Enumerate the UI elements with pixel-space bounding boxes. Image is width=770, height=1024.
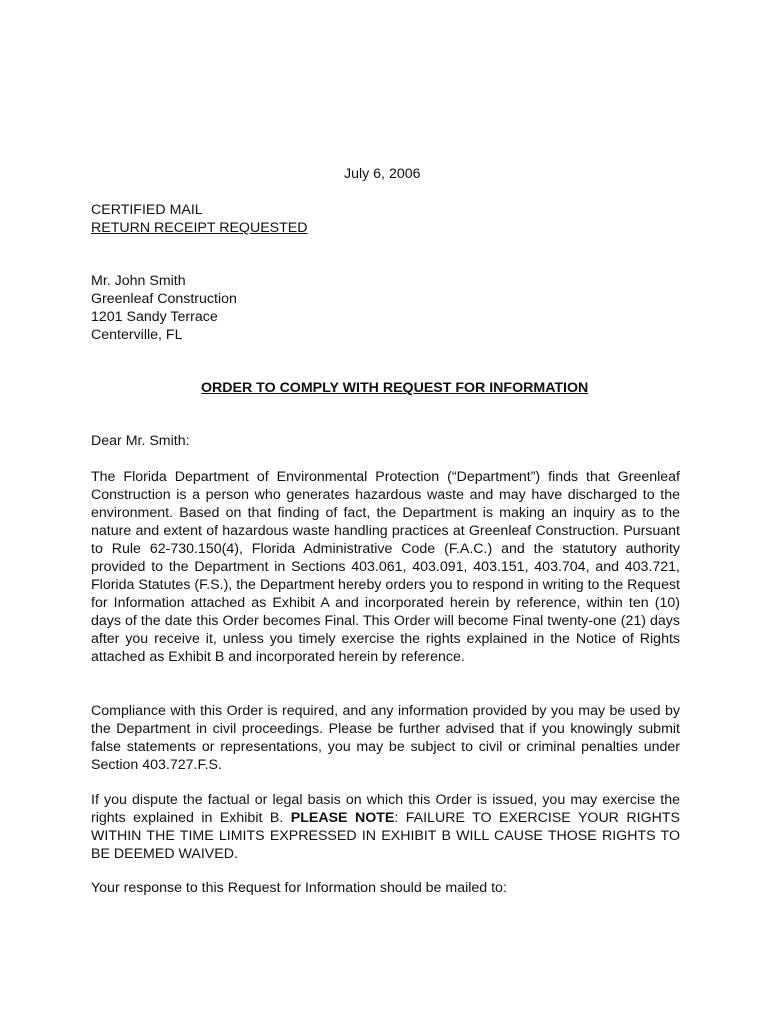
rights-text: If you dispute the factual or legal basis on which this Order is issued, you may exercise the rights explained in Exhibit B. [91, 792, 680, 826]
document-title: ORDER TO COMPLY WITH REQUEST FOR INFORMATION [201, 380, 589, 396]
rights-warning: : FAILURE TO EXERCISE YOUR RIGHTS WITHIN THE TIME LIMITS EXPRESSED IN EXHIBIT B WILL CAUSE THOSE RIGHTS TO BE DEEMED WAIVED. [91, 810, 680, 862]
body-paragraph-mailing: Your response to this Request for Information should be mailed to: [91, 880, 507, 896]
salutation: Dear Mr. Smith: [91, 433, 190, 449]
body-paragraph-order: The Florida Department of Environmental Protection (“Department”) finds that Greenleaf Construction is a person who generates hazardous waste and may have discharged to the environment. Based on that finding of fact, the Department is making an inquiry as to the nature and extent of hazardous waste handling practices at Greenleaf Construction. Pursuant to Rule 62-730.150(4), Florida Administrative Code (F.A.C.) and the statutory authority provided to the Department in Sections 403.061, 403.091, 403.151, 403.704, and 403.721, Florida Statutes (F.S.), the Department hereby orders you to respond in writing to the Request for Information attached as Exhibit A and incorporated herein by reference, within ten (10) days of the date this Order becomes Final. This Order will become Final twenty-one (21) days after you receive it, unless you timely exercise the rights explained in the Notice of Rights attached as Exhibit B and incorporated herein by reference. [91, 469, 680, 665]
recipient-company: Greenleaf Construction [91, 291, 237, 307]
delivery-method: CERTIFIED MAIL [91, 202, 203, 218]
body-paragraph-compliance: Compliance with this Order is required, and any information provided by you may be used by the Department in civil proceedings. Please be further advised that if you knowingly submit false statements or representations, you may be subject to civil or criminal penalties under Section 403.727.F.S. [91, 703, 680, 773]
please-note-label: PLEASE NOTE [290, 810, 395, 826]
recipient-city: Centerville, FL [91, 327, 183, 343]
recipient-name: Mr. John Smith [91, 273, 186, 289]
delivery-receipt: RETURN RECEIPT REQUESTED [91, 220, 308, 236]
body-paragraph-rights [91, 791, 680, 863]
letter-date: July 6, 2006 [344, 166, 421, 182]
recipient-street: 1201 Sandy Terrace [91, 309, 218, 325]
